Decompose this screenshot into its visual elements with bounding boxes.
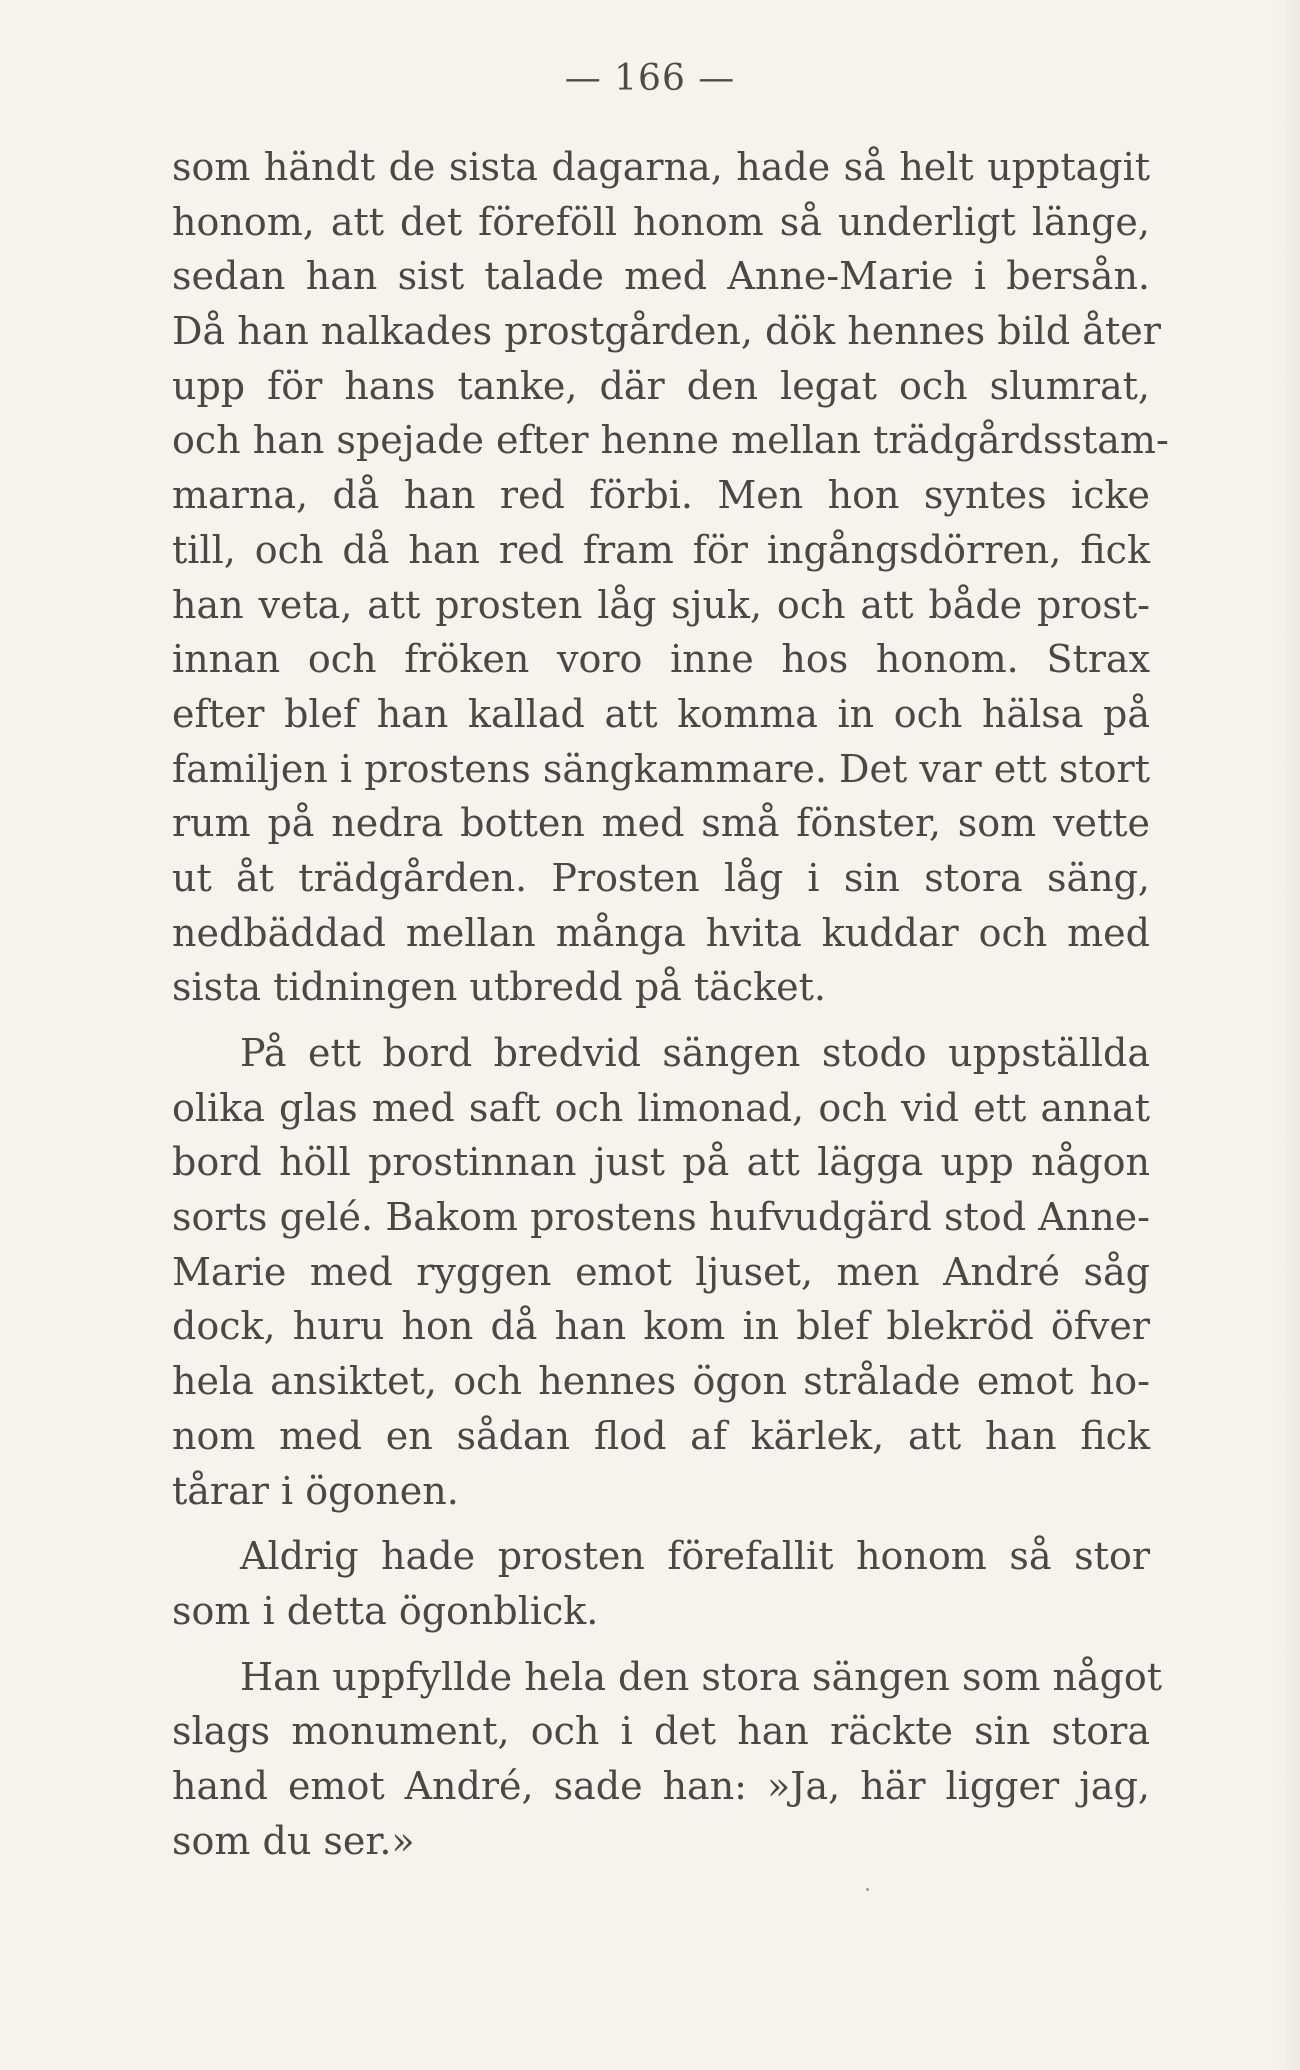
text-line: slags monument, och i det han räckte sin stora bbox=[172, 1709, 1150, 1754]
text-line: dock, huru hon då han kom in blef blekröd öfver bbox=[172, 1304, 1150, 1349]
paragraph bbox=[172, 140, 1169, 1015]
paragraph bbox=[172, 1529, 1150, 1638]
text-line: honom, att det föreföll honom så underligt länge, bbox=[172, 199, 1150, 244]
text-line: innan och fröken voro inne hos honom. Strax bbox=[172, 637, 1150, 682]
paragraph bbox=[172, 1026, 1150, 1518]
body-text bbox=[172, 140, 1169, 1868]
text-line: hand emot André, sade han: »Ja, här ligger jag, bbox=[172, 1763, 1150, 1808]
text-line: han veta, att prosten låg sjuk, och att både prost- bbox=[172, 582, 1150, 627]
text-line: olika glas med saft och limonad, och vid ett annat bbox=[172, 1085, 1150, 1130]
text-line: sedan han sist talade med Anne-Marie i bersån. bbox=[172, 254, 1150, 299]
text-line: som händt de sista dagarna, hade så helt upptagit bbox=[172, 145, 1150, 189]
text-line: och han spejade efter henne mellan trädgårdsstam- bbox=[172, 418, 1169, 463]
text-line: efter blef han kallad att komma in och hälsa på bbox=[172, 691, 1150, 736]
text-line: till, och då han red fram för ingångsdörren, fick bbox=[172, 527, 1150, 572]
text-line: ut åt trädgården. Prosten låg i sin stora säng, bbox=[172, 855, 1150, 900]
paragraph-gap bbox=[172, 1015, 1150, 1026]
text-line: Marie med ryggen emot ljuset, men André såg bbox=[172, 1249, 1150, 1294]
paragraph bbox=[172, 1650, 1163, 1869]
text-line: Han uppfyllde hela den stora sängen som något bbox=[240, 1654, 1163, 1699]
page-edge-shadow bbox=[1274, 0, 1300, 2070]
text-line: bord höll prostinnan just på att lägga upp någon bbox=[172, 1140, 1150, 1185]
paragraph-gap bbox=[172, 1518, 1150, 1529]
page-number: — 166 — bbox=[564, 58, 736, 99]
text-line: sista tidningen utbredd på täcket. bbox=[172, 965, 826, 1010]
text-line: som i detta ögonblick. bbox=[172, 1588, 599, 1633]
text-line: nom med en sådan flod af kärlek, att han fick bbox=[172, 1413, 1150, 1458]
text-line: sorts gelé. Bakom prostens hufvudgärd stod Anne- bbox=[172, 1195, 1150, 1240]
paper-speck bbox=[866, 1888, 869, 1891]
text-line: Då han nalkades prostgården, dök hennes bild åter bbox=[172, 309, 1161, 354]
text-line: På ett bord bredvid sängen stodo uppställda bbox=[240, 1031, 1150, 1075]
text-line: som du ser.» bbox=[172, 1818, 415, 1863]
text-line: upp för hans tanke, där den legat och slumrat, bbox=[172, 363, 1150, 408]
text-line: hela ansiktet, och hennes ögon strålade emot ho- bbox=[172, 1359, 1150, 1404]
text-line: rum på nedra botten med små fönster, som vette bbox=[172, 801, 1150, 846]
text-line: nedbäddad mellan många hvita kuddar och med bbox=[172, 910, 1150, 955]
text-line: familjen i prostens sängkammare. Det var ett stort bbox=[172, 746, 1150, 791]
text-line: Aldrig hade prosten förefallit honom så stor bbox=[240, 1534, 1150, 1579]
paragraph-gap bbox=[172, 1639, 1150, 1650]
text-line: tårar i ögonen. bbox=[172, 1468, 459, 1513]
text-line: marna, då han red förbi. Men hon syntes icke bbox=[172, 473, 1150, 518]
